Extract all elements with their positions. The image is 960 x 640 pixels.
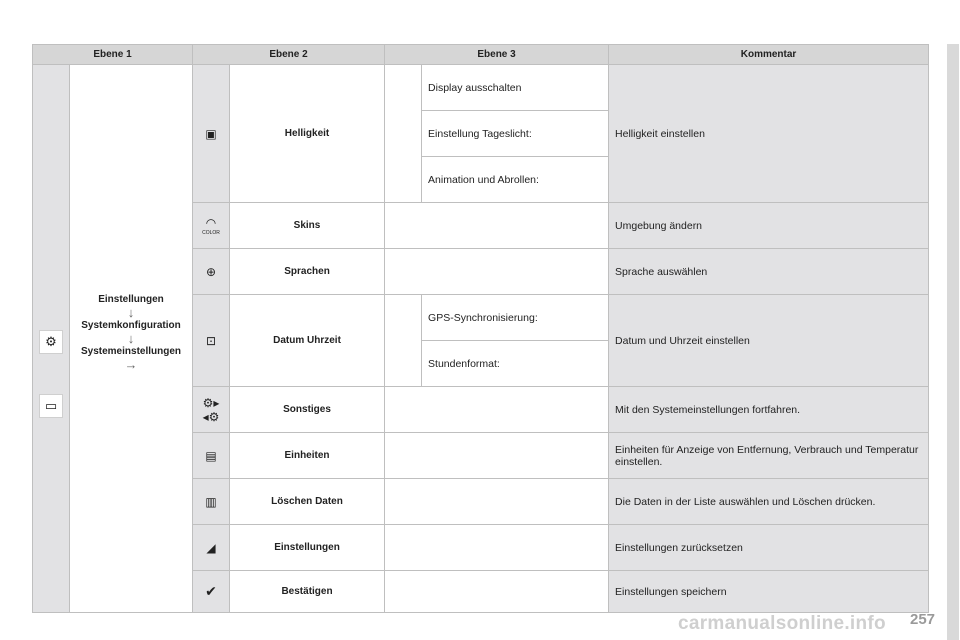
units-icon: ▤ [205,448,217,463]
brightness-sub-3: Animation und Abrollen: [422,157,609,203]
arrow-right-icon: → [124,356,138,372]
brightness-sub-1: Display ausschalten [422,65,609,111]
watermark: carmanualsonline.info [678,613,886,634]
factory-comment: Einstellungen zurücksetzen [609,525,929,571]
delete-comment: Die Daten in der Liste auswählen und Löschen drücken. [609,479,929,525]
level1-path [70,65,193,613]
table-row [33,65,929,111]
languages-icon-cell [193,249,230,295]
brightness-sub-2: Einstellung Tageslicht: [422,111,609,157]
datetime-sub-2: Stundenformat: [422,341,609,387]
factory-icon-cell [193,525,230,571]
delete-name: Löschen Daten [230,479,385,525]
factory-name: Einstellungen [230,525,385,571]
skins-icon-cell [193,203,230,249]
path-systemeinstellungen: Systemeinstellungen [80,345,182,357]
units-comment: Einheiten für Anzeige von Entfernung, Verbrauch und Temperatur einstellen. [609,433,929,479]
brightness-icon-cell [193,65,230,203]
checkmark-icon: ✔ [205,583,217,599]
datetime-sub-1: GPS-Synchronisierung: [422,295,609,341]
skins-comment: Umgebung ändern [609,203,929,249]
units-icon-cell [193,433,230,479]
confirm-comment: Einstellungen speichern [609,571,929,613]
languages-icon: ⊕ [205,264,217,279]
path-systemkonfiguration: Systemkonfiguration [81,319,181,331]
datetime-name: Datum Uhrzeit [230,295,385,387]
page-number: 257 [910,611,936,628]
settings-forward-back-icon: ⚙▸ ◂⚙ [202,395,220,424]
header-level1: Ebene 1 [33,45,193,65]
table-header-row [33,45,929,65]
path-einstellungen: Einstellungen [98,293,164,305]
misc-name: Sonstiges [230,387,385,433]
scrollbar[interactable] [947,44,959,640]
color-skins-icon: ◠ COLOR [202,215,220,236]
misc-comment: Mit den Systemeinstellungen fortfahren. [609,387,929,433]
level1-icons [33,65,70,613]
datetime-comment: Datum und Uhrzeit einstellen [609,295,929,387]
misc-icon-cell [193,387,230,433]
arrow-down-icon: ↓ [127,330,135,346]
header-level3: Ebene 3 [385,45,609,65]
delete-data-icon: ▥ [205,494,217,509]
header-level2: Ebene 2 [193,45,385,65]
header-comment: Kommentar [609,45,929,65]
brightness-name: Helligkeit [230,65,385,203]
confirm-name: Bestätigen [230,571,385,613]
monitor-icon: ▭ [39,394,63,418]
skins-name: Skins [230,203,385,249]
confirm-icon-cell [193,571,230,613]
factory-reset-icon: ◢ [206,540,216,555]
arrow-down-icon: ↓ [127,304,135,320]
calendar-clock-icon: ⊡ [205,333,217,348]
settings-table [32,44,929,613]
units-name: Einheiten [230,433,385,479]
delete-icon-cell [193,479,230,525]
brightness-comment: Helligkeit einstellen [609,65,929,203]
brightness-display-icon: ▣ [205,126,217,141]
datetime-icon-cell [193,295,230,387]
languages-name: Sprachen [230,249,385,295]
settings-gears-icon: ⚙ [39,330,63,354]
languages-comment: Sprache auswählen [609,249,929,295]
